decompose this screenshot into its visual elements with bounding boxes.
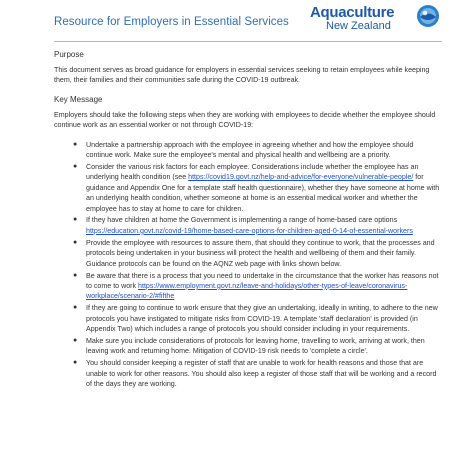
vulnerable-people-link[interactable]: https://covid19.govt.nz/help-and-advice/for-everyone/vulnerable-people/ [188, 173, 414, 182]
key-message-intro: Employers should take the following steps when they are working with employees to decide whether the employee should continue work as an essential worker or not through COVID-19: [54, 110, 436, 130]
list-item: ● If they have children at home the Government is implementing a range of home-based care options https://education.govt.nz/covid-19/home-based-care-options-for-children-aged-0-14-of-essential-workers [73, 216, 413, 235]
logo-globe-icon [416, 4, 440, 28]
logo-text: Aquaculture [310, 4, 395, 21]
document-header [50, 0, 442, 40]
key-message-heading: Key Message [54, 94, 103, 104]
purpose-heading: Purpose [54, 50, 84, 59]
bullet-icon: ● [73, 336, 78, 344]
document-body [50, 50, 442, 389]
list-item: ● Consider the various risk factors for each employee. Considerations include whether the employee has an underlying health condition (see https://covid19.govt.nz/help-and-advice/for-everyone/vulnerable-people/ for guidance and Appendix One for a template staff health questionnaire), whether they have someone at home with an underlying health condition, whether someone at home is an essential medical worker and whether the employee has to stay at home to care for children. [73, 162, 440, 213]
bullet-icon: ● [73, 162, 78, 170]
bullet-icon: ● [73, 216, 78, 224]
list-item: ● Provide the employee with resources to assure them, that should they continue to work, that the processes and protocols being undertaken in your business will protect the health and wellbeing of them and their family. Guidance protocols can be found on the AQNZ web page with links shown below. [73, 238, 435, 268]
aquaculture-logo [310, 3, 440, 37]
employment-leave-link[interactable]: https://www.employment.govt.nz/leave-and-holidays/other-types-of-leave/coronavirus-workplace/scenario-2/#fifthe [86, 281, 408, 301]
document-title: Resource for Employers in Essential Services [54, 16, 289, 28]
bullet-icon: ● [73, 238, 78, 246]
list-item: ● Undertake a partnership approach with the employee in agreeing whether and how the employee should continue work. Make sure the employee's mental and physical health and wellbeing are a priority. [73, 140, 414, 160]
logo-subtext: New Zealand [326, 20, 391, 32]
header-divider [54, 41, 442, 42]
list-item: ● You should consider keeping a register of staff that are unable to work for health reasons and those that are unable to work for other reasons. You should also keep a register of those staff that will be working and a record of the days they are working. [73, 359, 437, 389]
bullet-icon: ● [73, 271, 78, 279]
bullet-icon: ● [73, 140, 78, 148]
list-item: ● Make sure you include considerations of protocols for leaving home, travelling to work, arriving at work, then leaving work and returning home. Mitigation of COVID-19 risk needs to 'complete a circle'. [73, 336, 425, 356]
bullet-icon: ● [73, 359, 78, 367]
key-message-list [54, 140, 442, 390]
home-based-care-link[interactable]: https://education.govt.nz/covid-19/home-based-care-options-for-children-aged-0-14-of-essential-workers [86, 226, 413, 235]
list-item: ● If they are going to continue to work ensure that they give an undertaking, ideally in writing, to adhere to the new protocols you have instigated to mitigate risks from COVID-19. A template 'staff declaration' is provided (in Appendix Two) which includes a range of protocols you should consider including in your requirements. [73, 304, 438, 334]
list-item: ● Be aware that there is a process that you need to undertake in the circumstance that the worker has reasons not to come to work https://www.employment.govt.nz/leave-and-holidays/other-types-of-leave/coronavirus-workplace/scenario-2/#fifthe [73, 271, 439, 301]
purpose-text: This document serves as broad guidance for employers in essential services seeking to retain employees while keeping them, their families and their communities safe during the COVID-19 outbreak. [54, 66, 430, 85]
bullet-icon: ● [73, 304, 78, 312]
